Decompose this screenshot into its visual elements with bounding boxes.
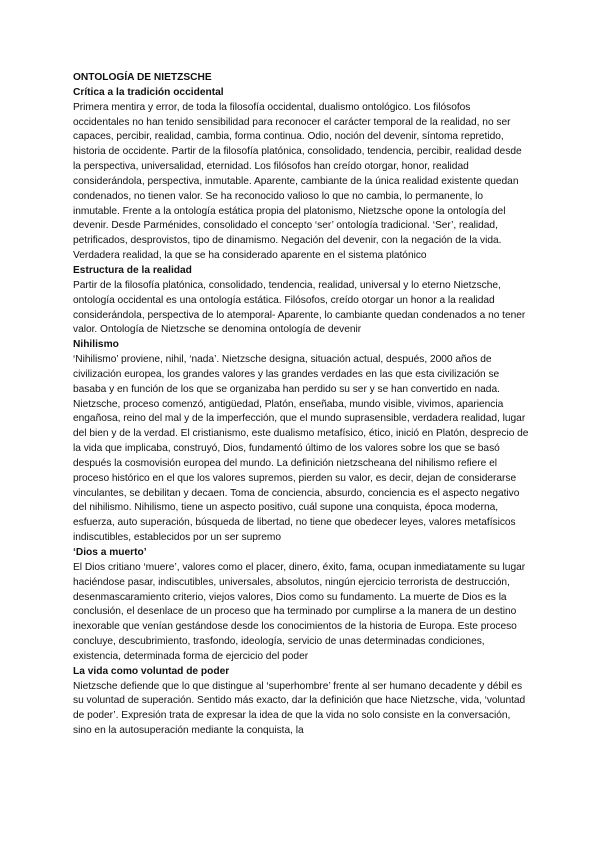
section-heading-critica: Crítica a la tradición occidental <box>73 86 224 98</box>
section-body-dios: El Dios critiano ‘muere’, valores como el placer, dinero, éxito, fama, ocupan inmediatamente su lugar haciéndose pasar, indiscutibles, universales, absolutos, ningún ejercicio terrorista de destrucción, desenmascaramiento criterio, viejos valores, Dios como su fundamento. La muerte de Dios es la conclusión, el desenlace de un proceso que ha terminado por cumplirse a la manera de un destino inexorable que venían gestándose desde los conocimientos de la historia de Europa. Este proceso concluye, descubrimiento, trasfondo, ideología, servicio de unas determinadas condiciones, existencia, determinada forma de ejercicio del poder <box>73 561 526 662</box>
section-body-nihilismo: ‘Nihilismo’ proviene, nihil, ‘nada’. Nietzsche designa, situación actual, después, 2000 años de civilización europea, los grandes valores y las grandes verdades en las que esta civilización se basaba y en función de los que se organizaba han perdido su ser y se han convertido en nada. Nietzsche, proceso comenzó, antigüedad, Platón, enseñaba, mundo visible, vivimos, apariencia engañosa, reino del mal y de la imperfección, que el mundo suprasensible, verdadera realidad, lugar del bien y de la verdad. El cristianismo, este dualismo metafísico, ético, inició en Platón, desprecio de la vida que implicaba, construyó, Dios, fundamentó último de los valores sobre los que se basó después la cosmovisión europea del mundo. La definición nietzscheana del nihilismo refiere el proceso histórico en el que los valores supremos, pierden su valor, es decir, dejan de considerarse vinculantes, se debilitan y decaen. Toma de conciencia, absurdo, conciencia es el aspecto negativo del nihilismo. Nihilismo, tiene un aspecto positivo, cuál supone una conquista, época moderna, esfuerza, auto superación, búsqueda de libertad, no tiene que obedecer leyes, valores metafísicos indiscutibles, establecidos por un ser supremo <box>73 354 529 544</box>
section-heading-voluntad: La vida como voluntad de poder <box>73 665 230 677</box>
section-body-estructura: Partir de la filosofía platónica, consolidado, tendencia, realidad, universal y lo eterno Nietzsche, ontología occidental es una ontología estática. Filósofos, creído otorgar un honor a la realidad considerándola, perspectiva de lo atemporal- Aparente, lo cambiante quedan condenados a no tener valor. Ontología de Nietzsche se denomina ontología de devenir <box>73 279 526 336</box>
document-title: ONTOLOGÍA DE NIETZSCHE <box>73 72 212 83</box>
section-body-critica: Primera mentira y error, de toda la filosofía occidental, dualismo ontológico. Los filósofos occidentales no han tenido sensibilidad para reconocer el carácter temporal de la realidad, no ser capaces, percibir, realidad, cambia, forma continua. Odio, noción del devenir, síntoma repretido, historia de occidente. Partir de la filosofía platónica, consolidado, tendencia, percibir, realidad desde la perspectiva, universalidad, eternidad. Los filósofos han creído otorgar, honor, realidad considerándola, perspectiva, inmutable. Aparente, cambiante de la única realidad existente quedan condenados, no tienen valor. Se ha reconocido valioso lo que no cambia, lo permanente, lo inmutable. Frente a la ontología estática propia del platonismo, Nietzsche opone la ontología del devenir. Desde Parménides, consolidado el concepto ‘ser’ ontología tradicional. ‘Ser’, realidad, petrificados, desprovistos, tipo de dinamismo. Negación del devenir, con la negación de la vida. Verdadera realidad, la que se ha considerado aparente en el sistema platónico <box>73 101 522 262</box>
section-heading-estructura: Estructura de la realidad <box>73 264 192 276</box>
section-body-voluntad: Nietzsche defiende que lo que distingue al ‘superhombre’ frente al ser humano decadente y débil es su voluntad de superación. Sentido más exacto, dar la definición que hace Nietzsche, vida, ‘voluntad de poder’. Expresión trata de expresar la idea de que la vida no solo consiste en la conversación, sino en la autosuperación mediante la conquista, la <box>73 680 526 737</box>
section-heading-nihilismo: Nihilismo <box>73 339 119 351</box>
section-heading-dios: ‘Dios a muerto’ <box>73 547 147 558</box>
document-content <box>73 71 529 739</box>
